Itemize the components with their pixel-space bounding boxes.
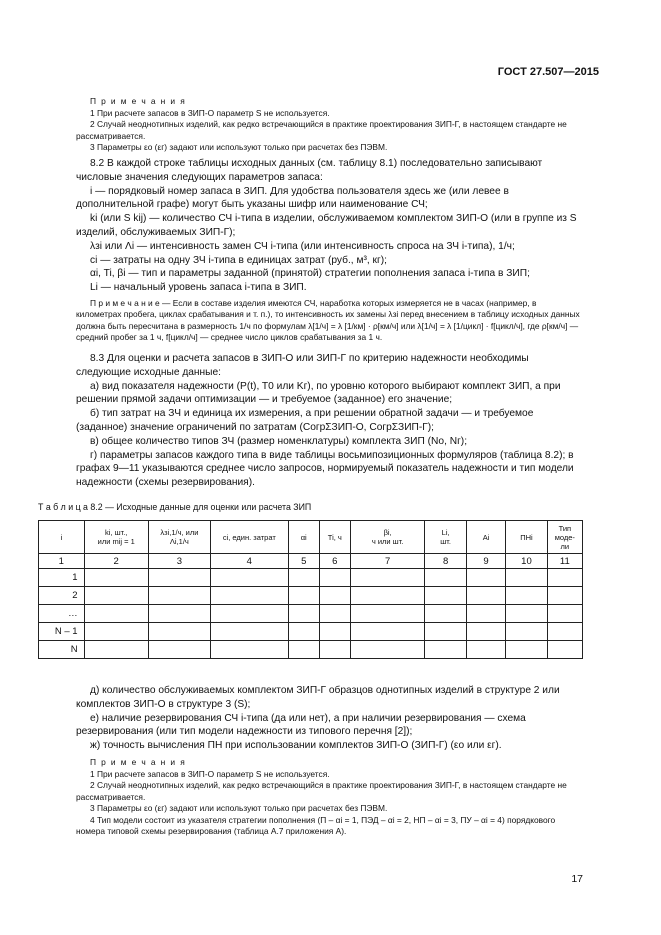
- s82-param-k: ki (или S kij) — количество СЧ i-типа в изделии, обслуживаемом комплектом ЗИП-О (или в группе из S изделий, обслуживаемых ЗИП-Г);: [76, 213, 577, 238]
- note-1: 1 При расчете запасов в ЗИП-О параметр S не используется.: [90, 768, 330, 779]
- col-k: [84, 521, 148, 554]
- table-header-row: [39, 521, 583, 554]
- s83-intro: 8.3 Для оценки и расчета запасов в ЗИП-О или ЗИП-Г по критерию надежности необходимы следующие исходные данные:: [76, 353, 529, 378]
- col-beta: [350, 521, 425, 554]
- table-row: [39, 569, 583, 587]
- s82-param-l: Li — начальный уровень запаса i-типа в ЗИП.: [90, 282, 307, 294]
- col-number: 5: [288, 554, 319, 569]
- section-8-3-continued: [76, 684, 582, 753]
- section-8-2: [76, 157, 582, 344]
- s82-param-alpha: αi, Ti, βi — тип и параметры заданной (принятой) стратегии пополнения запаса i-типа в ЗИП;: [90, 268, 530, 280]
- s83-item-b: б) тип затрат на ЗЧ и единица их измерения, а при решении обратной задачи — и требуемое (заданное) значение ограничений по затратам (CогрΣЗИП-О, CогрΣЗИП-Г);: [76, 408, 534, 433]
- note-2: 2 Случай неоднотипных изделий, как редко встречающийся в практике проектирования ЗИП-Г, в настоящем стандарте не рассматривается.: [76, 780, 567, 802]
- col-number: 1: [39, 554, 85, 569]
- col-t: Ti, ч: [319, 521, 350, 554]
- col-number: 6: [319, 554, 350, 569]
- s82-intro: 8.2 В каждой строке таблицы исходных данных (см. таблицу 8.1) последовательно записывают числовые значения следующих параметров запаса:: [76, 158, 543, 183]
- col-pn: ПНi: [506, 521, 547, 554]
- note-3: 3 Параметры εо (εг) задают или используют только при расчетах без ПЭВМ.: [90, 803, 388, 813]
- table-row: [39, 587, 583, 605]
- col-beta-line1: βi,: [383, 528, 392, 537]
- s82-param-lambda: λзi или Λi — интенсивность замен СЧ i-типа (или интенсивность спроса на ЗЧ i-типа), 1/ч;: [90, 240, 515, 252]
- col-a: Ai: [466, 521, 505, 554]
- note-2: 2 Случай неоднотипных изделий, как редко встречающийся в практике проектирования ЗИП-Г, в настоящем стандарте не рассматривается.: [76, 119, 567, 141]
- col-model-line3: ли: [560, 541, 570, 551]
- s83-item-v: в) общее количество типов ЗЧ (размер номенклатуры) комплекта ЗИП (Nо, Nг);: [90, 435, 468, 447]
- col-lambda: [148, 521, 210, 554]
- col-lambda-line2: Λi,1/ч: [169, 537, 189, 546]
- page-number: 17: [571, 873, 583, 885]
- table-row: [39, 641, 583, 659]
- col-c: ci, един. затрат: [210, 521, 288, 554]
- col-number: 8: [425, 554, 466, 569]
- note-1: 1 При расчете запасов в ЗИП-О параметр S не используется.: [90, 107, 330, 118]
- notes-title: П р и м е ч а н и я: [90, 96, 187, 106]
- col-number: 2: [84, 554, 148, 569]
- s82-param-i: i — порядковый номер запаса в ЗИП. Для удобства пользователя здесь же (или левее в дополнительной графе) могут быть указаны шифр или наименование СЧ;: [76, 185, 509, 211]
- section-8-3: [76, 352, 582, 490]
- s83-item-e: е) наличие резервирования СЧ i-типа (да или нет), а при наличии резервирования — схема резервирования (или тип модели надежности из типового перечня [2]);: [76, 712, 526, 738]
- col-number: 7: [350, 554, 425, 569]
- s83-item-d: д) количество обслуживаемых комплектом ЗИП-Г образцов однотипных изделий в структуре 2 или комплектов ЗИП-О в структуре 3 (S);: [76, 685, 560, 710]
- note-4: 4 Тип модели состоит из указателя стратегии пополнения (П – αi = 1, ПЭД – αi = 2, НП – αi = 3, ПУ – αi = 4) порядкового номера типовой схемы резервирования (таблица А.7 приложения А).: [76, 814, 556, 836]
- col-number: 10: [506, 554, 547, 569]
- table-caption: Т а б л и ц а 8.2 — Исходные данные для оценки или расчета ЗИП: [38, 502, 312, 512]
- source-data-table: [38, 520, 583, 659]
- row-index: N: [39, 641, 85, 659]
- table-row: [39, 605, 583, 623]
- col-model-type: [547, 521, 582, 554]
- col-l: [425, 521, 466, 554]
- s82-param-c: ci — затраты на одну ЗЧ i-типа в единицах затрат (руб., м³, кг);: [90, 254, 387, 266]
- notes-bottom: [76, 757, 582, 838]
- notes-title: П р и м е ч а н и я: [90, 757, 187, 767]
- col-beta-line2: ч или шт.: [371, 537, 404, 546]
- s83-item-zh: ж) точность вычисления ПН при использовании комплектов ЗИП-О (ЗИП-Г) (εо или εг).: [90, 740, 502, 752]
- col-alpha: αi: [288, 521, 319, 554]
- col-number: 3: [148, 554, 210, 569]
- row-index: …: [39, 605, 85, 623]
- row-index: N – 1: [39, 623, 85, 641]
- table-column-numbers: [39, 554, 583, 569]
- s83-item-a: а) вид показателя надежности (P(t), T0 или Kг), по уровню которого выбирают комплект ЗИП, а при решении прямой задачи оптимизации — и требуемое (заданное) его значение;: [76, 380, 561, 406]
- table-row: [39, 623, 583, 641]
- col-number: 4: [210, 554, 288, 569]
- col-i: i: [39, 521, 85, 554]
- row-index: 1: [39, 569, 85, 587]
- col-lambda-line1: λзi,1/ч, или: [160, 528, 199, 537]
- col-model-line2: моде-: [554, 532, 575, 542]
- note-3: 3 Параметры εо (εг) задают или используют только при расчетах без ПЭВМ.: [90, 142, 388, 152]
- col-k-line1: ki, шт.,: [105, 528, 128, 537]
- row-index: 2: [39, 587, 85, 605]
- col-l-line1: Li,: [441, 528, 450, 537]
- notes-top: [76, 96, 582, 154]
- col-k-line2: или mij = 1: [97, 537, 135, 546]
- col-l-line2: шт.: [440, 537, 451, 546]
- col-number: 11: [547, 554, 582, 569]
- col-model-line1: Тип: [558, 523, 572, 533]
- standard-number: ГОСТ 27.507—2015: [497, 66, 599, 78]
- s82-note: П р и м е ч а н и е — Если в составе изделия имеются СЧ, наработка которых измеряется не в часах (например, в километрах пробега, циклах срабатывания и т. п.), то интенсивность их замены λзi перед внесением в таблицу исходных данных должна быть пересчитана в размерность 1/ч по формулам λ[1/ч] = λ [1/км] · ρ[км/ч] или λ[1/ч] = λ [1/цикл] · f[цикл/ч], где ρ[км/ч] — средний пробег за 1 ч, f[цикл/ч] — среднее число циклов срабатывания за 1 ч.: [76, 297, 580, 343]
- s83-item-g: г) параметры запасов каждого типа в виде таблицы восьмипозиционных формуляров (таблица 8.2); в графах 9—11 указываются среднее число запросов, нормируемый показатель надежности и тип модели надежности (схемы резервирования).: [76, 449, 574, 489]
- col-number: 9: [466, 554, 505, 569]
